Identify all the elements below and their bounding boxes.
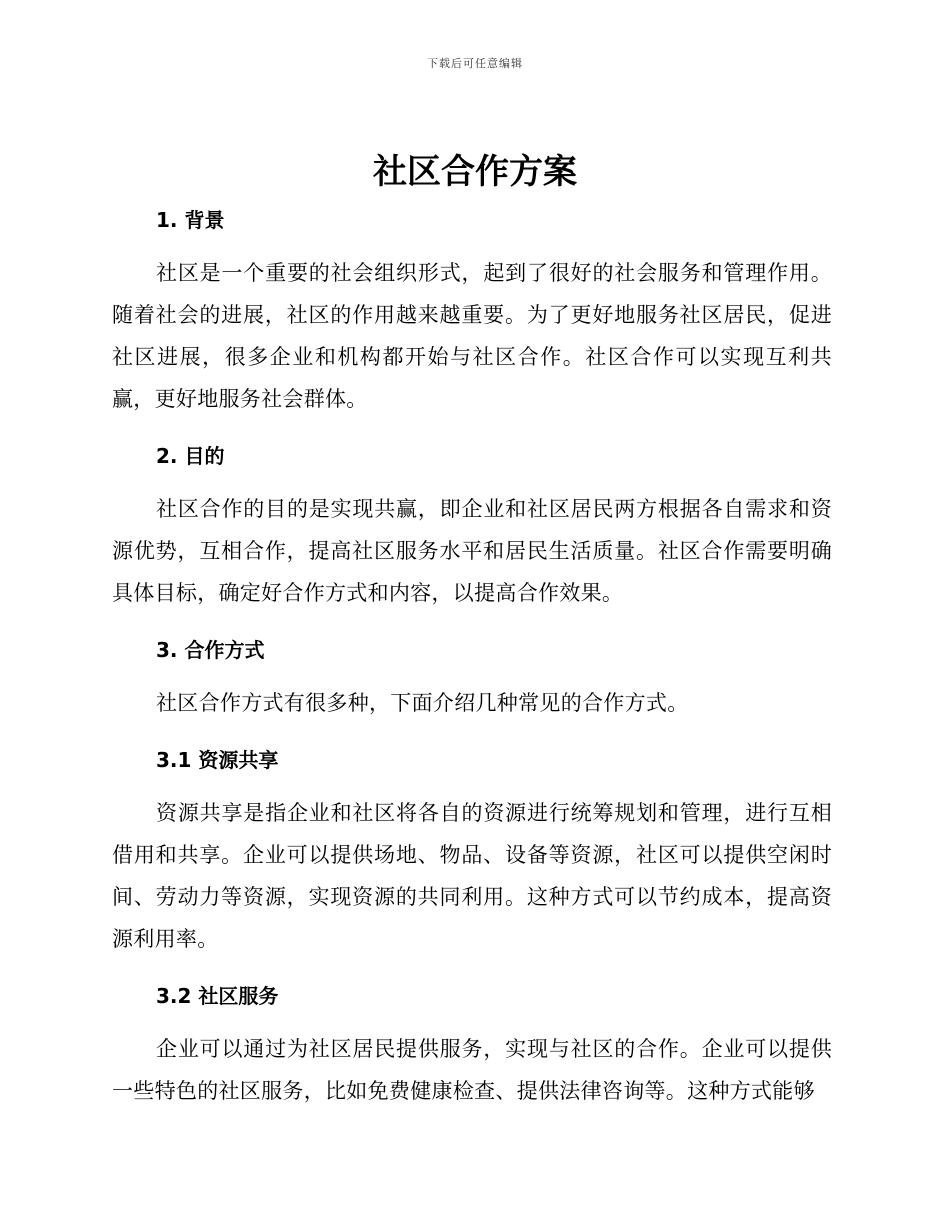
section-heading-resource-sharing: 3.1 资源共享 [156, 748, 279, 772]
section-heading-cooperation-methods: 3. 合作方式 [156, 638, 265, 662]
section-body-community-service: 企业可以通过为社区居民提供服务，实现与社区的合作。企业可以提供一些特色的社区服务，比如免费健康检查、提供法律咨询等。这种方式能够 [112, 1037, 832, 1103]
section-heading-purpose: 2. 目的 [156, 444, 225, 468]
section-body-resource-sharing: 资源共享是指企业和社区将各自的资源进行统筹规划和管理，进行互相借用和共享。企业可以提供场地、物品、设备等资源，社区可以提供空闲时间、劳动力等资源，实现资源的共同利用。这种方式可以节约成本，提高资源利用率。 [112, 801, 832, 951]
section-heading-community-service: 3.2 社区服务 [156, 984, 279, 1008]
section-body-cooperation-methods: 社区合作方式有很多种，下面介绍几种常见的合作方式。 [156, 691, 689, 715]
header-note: 下载后可任意编辑 [427, 57, 523, 70]
section-body-purpose: 社区合作的目的是实现共赢，即企业和社区居民两方根据各自需求和资源优势，互相合作，提高社区服务水平和居民生活质量。社区合作需要明确具体目标，确定好合作方式和内容，以提高合作效果。 [112, 497, 832, 605]
section-body-background: 社区是一个重要的社会组织形式，起到了很好的社会服务和管理作用。随着社会的进展，社区的作用越来越重要。为了更好地服务社区居民，促进社区进展，很多企业和机构都开始与社区合作。社区合作可以实现互利共赢，更好地服务社会群体。 [112, 261, 832, 411]
section-heading-background: 1. 背景 [156, 208, 225, 232]
document-title: 社区合作方案 [373, 152, 577, 192]
document-body [112, 200, 832, 1128]
